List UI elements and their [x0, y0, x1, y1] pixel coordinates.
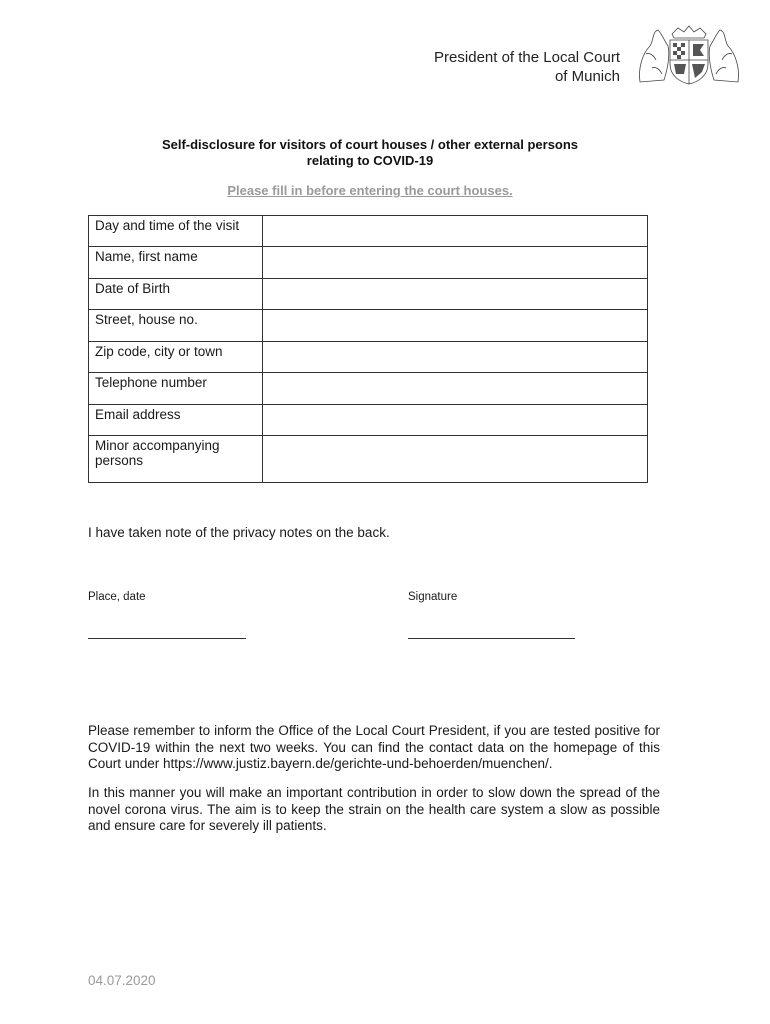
form-title [0, 137, 740, 169]
document-date: 04.07.2020 [88, 973, 156, 988]
row-label-email: Email address [89, 405, 263, 436]
date-of-birth-field[interactable] [262, 279, 647, 310]
row-label-zip-city: Zip code, city or town [89, 342, 263, 373]
row-label-street: Street, house no. [89, 310, 263, 342]
row-label-visit-time: Day and time of the visit [89, 216, 263, 247]
privacy-acknowledgement: I have taken note of the privacy notes on the back. [88, 525, 390, 540]
street-field[interactable] [262, 310, 647, 342]
signature-label: Signature [408, 591, 458, 603]
row-label-minor-persons: Minor accompanying persons [89, 436, 263, 483]
table-row [89, 310, 648, 342]
minor-persons-field[interactable] [262, 436, 647, 483]
name-field[interactable] [262, 247, 647, 279]
telephone-field[interactable] [262, 373, 647, 405]
table-row [89, 279, 648, 310]
issuer-line-2: of Munich [554, 68, 620, 85]
table-row [89, 247, 648, 279]
visit-time-field[interactable] [262, 216, 647, 247]
signature-line[interactable] [408, 638, 575, 639]
row-label-telephone: Telephone number [89, 373, 263, 405]
email-field[interactable] [262, 405, 647, 436]
table-row [89, 373, 648, 405]
form-title-line-2: relating to COVID-19 [306, 153, 434, 168]
bavarian-coat-of-arms-icon [634, 24, 744, 86]
issuer-line-1: President of the Local Court [434, 49, 620, 66]
table-row [89, 436, 648, 483]
table-row [89, 216, 648, 247]
row-label-name: Name, first name [89, 247, 263, 279]
row-label-date-of-birth: Date of Birth [89, 279, 263, 310]
form-title-line-1: Self-disclosure for visitors of court houses / other external persons [161, 137, 579, 152]
purpose-paragraph: In this manner you will make an important contribution in order to slow down the spread of the novel corona virus. The aim is to keep the strain on the health care system a slow as possible and ensure care for severely ill patients. [88, 785, 660, 833]
covid-notice-paragraph: Please remember to inform the Office of the Local Court President, if you are tested positive for COVID-19 within the next two weeks. You can find the contact data on the homepage of this Court under https://www.justiz.bayern.de/gerichte-und-behoerden/muenchen/. [88, 723, 660, 771]
place-date-line[interactable] [88, 638, 246, 639]
visitor-details-table [88, 215, 648, 483]
zip-city-field[interactable] [262, 342, 647, 373]
issuer-heading [434, 48, 620, 86]
place-date-label: Place, date [88, 591, 146, 603]
table-row [89, 342, 648, 373]
fill-in-instruction: Please fill in before entering the court houses. [227, 183, 513, 198]
table-row [89, 405, 648, 436]
